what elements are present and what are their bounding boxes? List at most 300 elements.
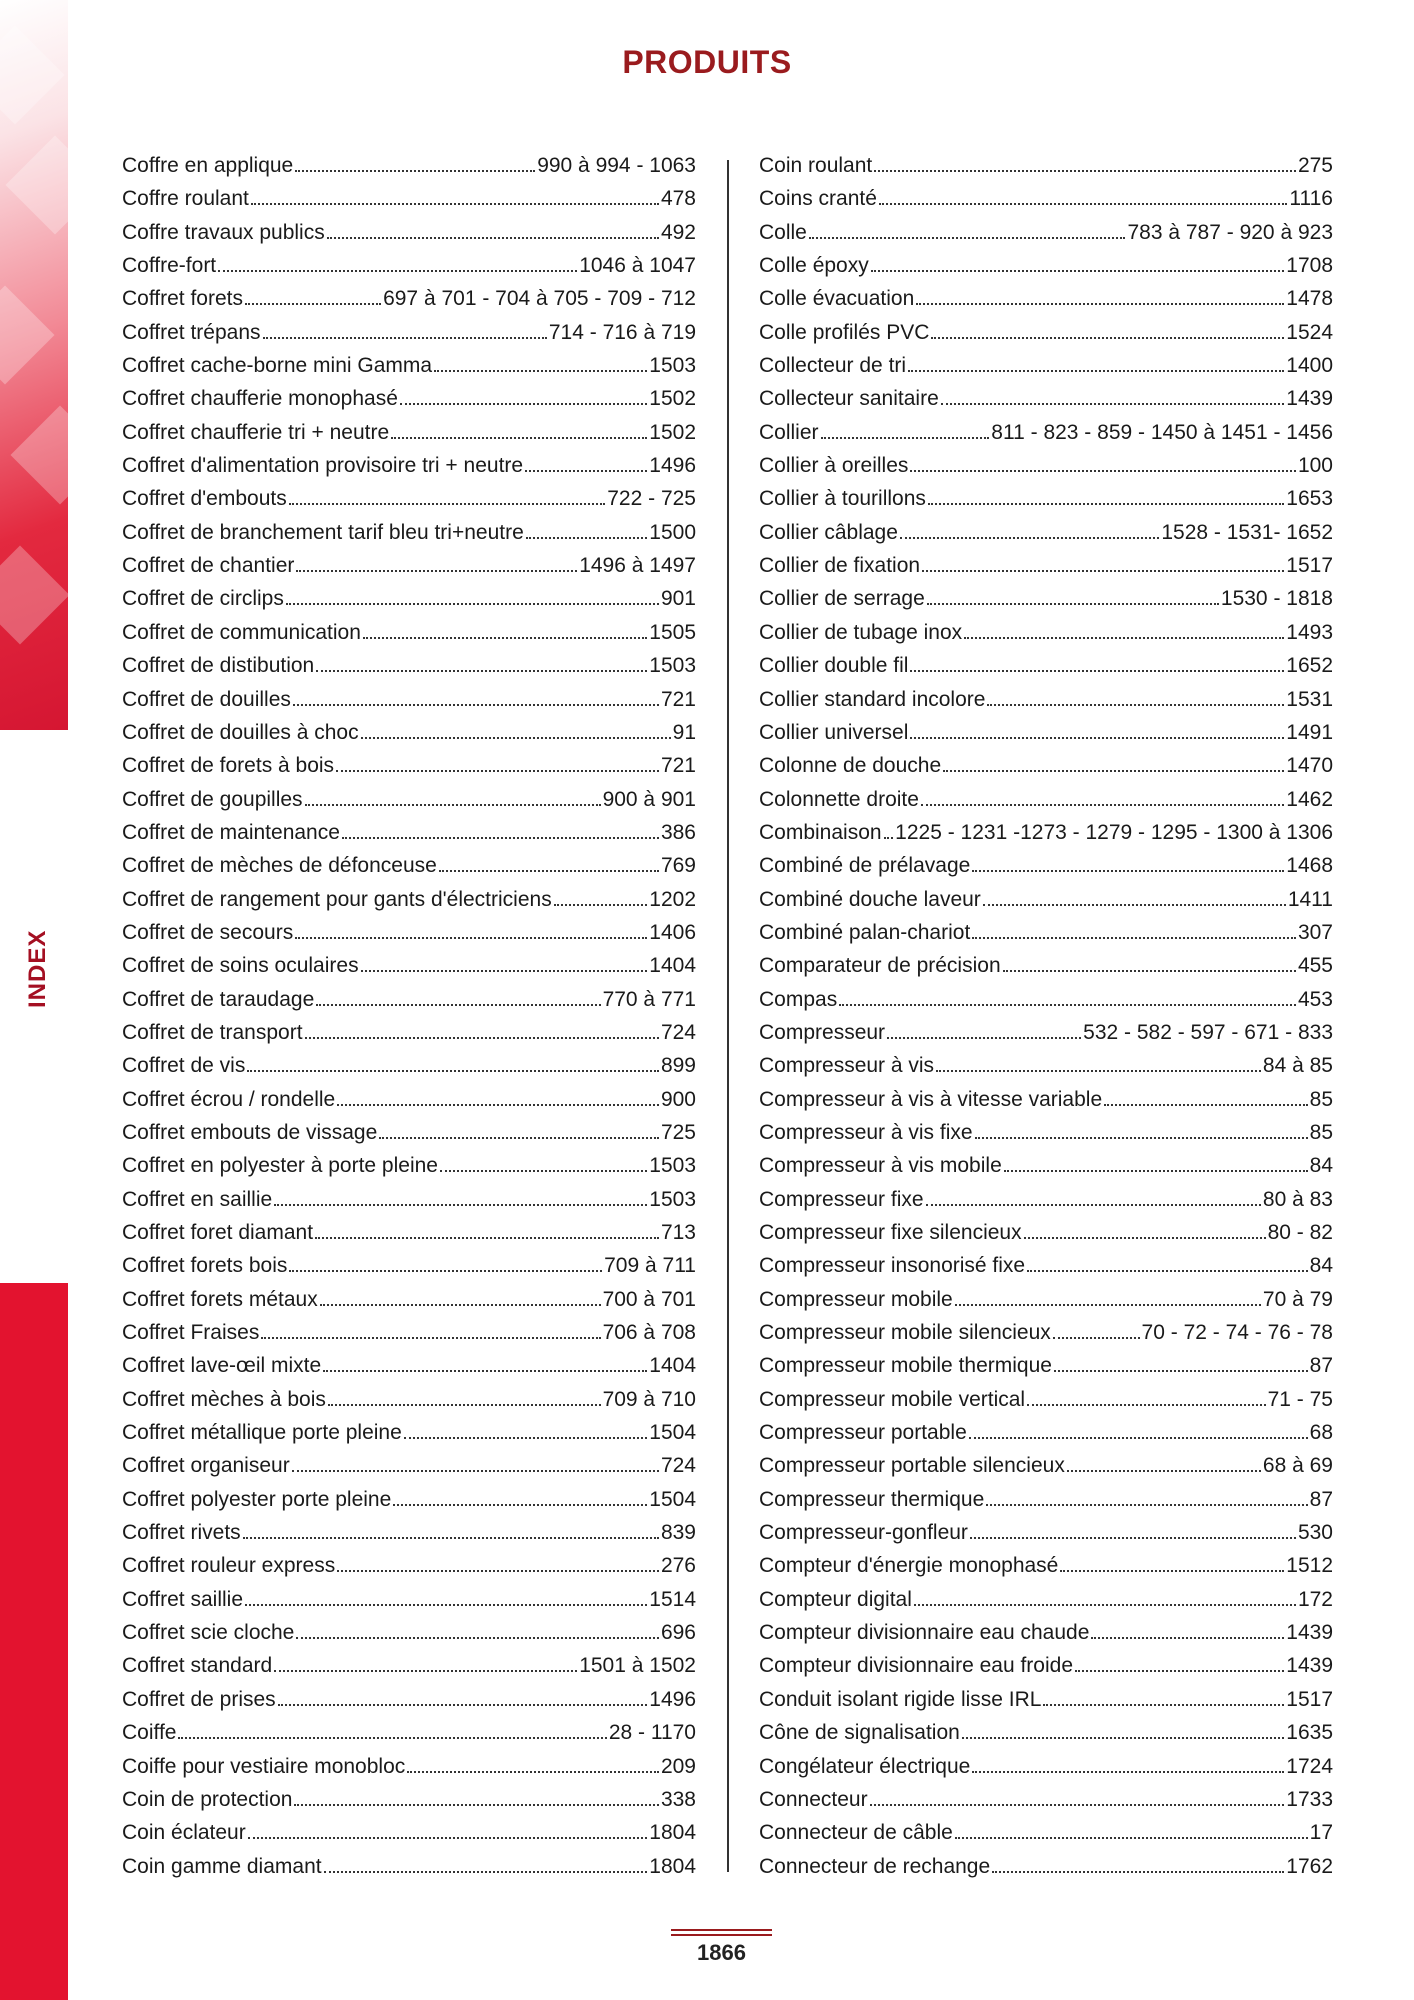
entry-name: Coffret de distibution: [122, 654, 315, 678]
entry-name: Combinaison: [759, 820, 882, 844]
dot-leader: [361, 737, 671, 739]
entry-pages: 1503: [649, 1187, 696, 1211]
entry-name: Connecteur de rechange: [759, 1854, 991, 1878]
dot-leader: [324, 1871, 648, 1873]
entry-pages: 1503: [649, 1154, 696, 1178]
dot-leader: [315, 1237, 659, 1239]
entry-name: Coffret de taraudage: [122, 987, 315, 1011]
index-entry: [759, 216, 1333, 249]
entry-pages: 1439: [1286, 1621, 1333, 1645]
entry-pages: 1724: [1286, 1754, 1333, 1778]
dot-leader: [289, 1270, 602, 1272]
index-entry: [759, 1449, 1333, 1482]
entry-name: Coffret de forets à bois: [122, 754, 335, 778]
dot-leader: [922, 570, 1284, 572]
entry-pages: 1512: [1286, 1554, 1333, 1578]
entry-pages: 1491: [1286, 720, 1333, 744]
dot-leader: [316, 1004, 600, 1006]
entry-name: Coffret organiseur: [122, 1454, 290, 1478]
entry-name: Coffret de transport: [122, 1020, 303, 1044]
dot-leader: [320, 1304, 601, 1306]
entry-pages: 386: [660, 820, 696, 844]
entry-pages: 1478: [1286, 287, 1333, 311]
entry-pages: 68 à 69: [1262, 1454, 1333, 1478]
column-divider: [727, 160, 729, 1872]
entry-name: Coffre travaux publics: [122, 220, 325, 244]
entry-pages: 900 à 901: [602, 787, 696, 811]
entry-name: Coffret de mèches de défonceuse: [122, 854, 437, 878]
dot-leader: [1091, 1637, 1284, 1639]
entry-pages: 209: [660, 1754, 696, 1778]
entry-name: Compresseur à vis mobile: [759, 1154, 1002, 1178]
entry-name: Coffret d'alimentation provisoire tri + neutre: [122, 454, 524, 478]
entry-name: Coin gamme diamant: [122, 1854, 322, 1878]
dot-leader: [908, 370, 1284, 372]
dot-leader: [972, 870, 1284, 872]
entry-name: Collecteur de tri: [759, 354, 907, 378]
dot-leader: [916, 303, 1284, 305]
index-entry: [122, 716, 696, 749]
entry-name: Compresseur portable silencieux: [759, 1454, 1065, 1478]
dot-leader: [305, 804, 601, 806]
entry-pages: 71 - 75: [1267, 1387, 1333, 1411]
entry-pages: 1439: [1286, 1654, 1333, 1678]
dot-leader: [248, 1837, 648, 1839]
entry-pages: 84: [1309, 1254, 1333, 1278]
entry-pages: 1496: [649, 1687, 696, 1711]
entry-name: Coffret rouleur express: [122, 1554, 336, 1578]
entry-pages: 721: [660, 687, 696, 711]
index-entry: [759, 316, 1333, 349]
entry-pages: 492: [660, 220, 696, 244]
dot-leader: [887, 1037, 1081, 1039]
index-entry: [759, 1316, 1333, 1349]
dot-leader: [404, 1437, 648, 1439]
index-entry: [122, 316, 696, 349]
index-entry: [122, 1649, 696, 1682]
index-entry: [122, 1816, 696, 1849]
entry-pages: 85: [1309, 1120, 1333, 1144]
entry-pages: 478: [660, 187, 696, 211]
dot-leader: [293, 704, 659, 706]
entry-name: Coffret de prises: [122, 1687, 276, 1711]
dot-leader: [1004, 1170, 1308, 1172]
entry-name: Collier de fixation: [759, 554, 921, 578]
dot-leader: [983, 904, 1286, 906]
entry-pages: 1733: [1286, 1787, 1333, 1811]
entry-pages: 1404: [649, 1354, 696, 1378]
dot-leader: [970, 1537, 1296, 1539]
entry-pages: 532 - 582 - 597 - 671 - 833: [1083, 1020, 1333, 1044]
entry-name: Cône de signalisation: [759, 1721, 960, 1745]
index-entry: [122, 1683, 696, 1716]
index-entry: [122, 1549, 696, 1582]
dot-leader: [926, 1204, 1261, 1206]
entry-pages: 770 à 771: [602, 987, 696, 1011]
entry-name: Coffret en saillie: [122, 1187, 273, 1211]
dot-leader: [1054, 1370, 1308, 1372]
entry-name: Coffret de vis: [122, 1054, 246, 1078]
dot-leader: [943, 770, 1284, 772]
entry-name: Coffret de branchement tarif bleu tri+neutre: [122, 520, 524, 544]
entry-name: Compresseur: [759, 1020, 886, 1044]
entry-pages: 338: [660, 1787, 696, 1811]
entry-pages: 1400: [1286, 354, 1333, 378]
entry-pages: 1804: [649, 1854, 696, 1878]
entry-name: Compresseur mobile: [759, 1287, 953, 1311]
index-column-right: [759, 149, 1333, 1883]
footer-rule: [671, 1929, 772, 1931]
entry-name: Coffret forets: [122, 287, 243, 311]
dot-leader: [316, 670, 647, 672]
index-entry: [122, 1483, 696, 1516]
entry-name: Combiné palan-chariot: [759, 920, 971, 944]
index-entry: [122, 1716, 696, 1749]
index-entry: [122, 349, 696, 382]
entry-name: Coffret chaufferie monophasé: [122, 387, 398, 411]
dot-leader: [910, 737, 1284, 739]
dot-leader: [261, 1337, 600, 1339]
entry-pages: 1404: [649, 954, 696, 978]
entry-pages: 100: [1297, 454, 1333, 478]
entry-name: Compresseur-gonfleur: [759, 1521, 968, 1545]
entry-pages: 783 à 787 - 920 à 923: [1127, 220, 1333, 244]
index-entry: [122, 849, 696, 882]
dot-leader: [927, 603, 1219, 605]
entry-name: Coffret trépans: [122, 320, 261, 344]
dot-leader: [955, 1837, 1308, 1839]
index-entry: [759, 382, 1333, 415]
entry-pages: 1762: [1286, 1854, 1333, 1878]
entry-pages: 1514: [649, 1587, 696, 1611]
dot-leader: [962, 1737, 1284, 1739]
dot-leader: [955, 1304, 1261, 1306]
entry-pages: 724: [660, 1454, 696, 1478]
dot-leader: [295, 170, 535, 172]
dot-leader: [296, 570, 577, 572]
dot-leader: [1027, 1270, 1308, 1272]
dot-leader: [987, 704, 1284, 706]
index-entry: [759, 1116, 1333, 1149]
entry-name: Coffret Fraises: [122, 1321, 260, 1345]
page-title: PRODUITS: [622, 44, 792, 80]
entry-pages: 697 à 701 - 704 à 705 - 709 - 712: [383, 287, 696, 311]
entry-name: Comparateur de précision: [759, 954, 1001, 978]
index-entry: [122, 783, 696, 816]
entry-pages: 276: [660, 1554, 696, 1578]
entry-name: Coffret polyester porte pleine: [122, 1487, 392, 1511]
entry-pages: 1462: [1286, 787, 1333, 811]
index-entry: [122, 749, 696, 782]
entry-pages: 1653: [1286, 487, 1333, 511]
entry-pages: 696: [660, 1621, 696, 1645]
dot-leader: [361, 970, 648, 972]
dot-leader: [379, 1137, 659, 1139]
entry-name: Coffret de rangement pour gants d'électriciens: [122, 887, 552, 911]
index-entry: [759, 849, 1333, 882]
entry-name: Compresseur à vis à vitesse variable: [759, 1087, 1103, 1111]
entry-pages: 1496 à 1497: [579, 554, 696, 578]
entry-pages: 1470: [1286, 754, 1333, 778]
entry-pages: 530: [1297, 1521, 1333, 1545]
entry-name: Collier à tourillons: [759, 487, 926, 511]
index-entry: [759, 1549, 1333, 1582]
index-entry: [122, 1850, 696, 1883]
dot-leader: [245, 303, 381, 305]
entry-name: Coffret scie cloche: [122, 1621, 295, 1645]
entry-pages: 1411: [1287, 887, 1333, 911]
index-entry: [759, 816, 1333, 849]
dot-leader: [821, 437, 990, 439]
entry-name: Coiffe pour vestiaire monobloc: [122, 1754, 406, 1778]
entry-pages: 1708: [1286, 254, 1333, 278]
index-entry: [122, 883, 696, 916]
dot-leader: [871, 270, 1285, 272]
index-entry: [122, 1583, 696, 1616]
footer-rule: [671, 1934, 772, 1936]
entry-pages: 84: [1309, 1154, 1333, 1178]
index-entry: [122, 683, 696, 716]
entry-pages: 455: [1297, 954, 1333, 978]
entry-pages: 1504: [649, 1421, 696, 1445]
entry-pages: 80 à 83: [1262, 1187, 1333, 1211]
entry-pages: 1517: [1286, 1687, 1333, 1711]
index-entry: [122, 1183, 696, 1216]
entry-name: Compresseur à vis fixe: [759, 1120, 973, 1144]
entry-pages: 1501 à 1502: [579, 1654, 696, 1678]
entry-pages: 1528 - 1531- 1652: [1161, 520, 1333, 544]
entry-name: Coffret chaufferie tri + neutre: [122, 420, 390, 444]
index-entry: [759, 1750, 1333, 1783]
dot-leader: [554, 904, 648, 906]
entry-pages: 1517: [1286, 554, 1333, 578]
entry-name: Collier câblage: [759, 520, 898, 544]
index-entry: [122, 149, 696, 182]
entry-pages: 1530 - 1818: [1220, 587, 1333, 611]
index-entry: [122, 1049, 696, 1082]
index-entry: [759, 949, 1333, 982]
entry-pages: 275: [1297, 154, 1333, 177]
entry-name: Coffre roulant: [122, 187, 249, 211]
dot-leader: [289, 503, 606, 505]
entry-pages: 87: [1309, 1354, 1333, 1378]
dot-leader: [247, 1070, 659, 1072]
entry-name: Combiné de prélavage: [759, 854, 971, 878]
index-entry: [122, 282, 696, 315]
index-entry: [122, 1616, 696, 1649]
dot-leader: [910, 670, 1284, 672]
index-entry: [759, 983, 1333, 1016]
entry-name: Coffret de douilles: [122, 687, 291, 711]
entry-pages: 1524: [1286, 320, 1333, 344]
dot-leader: [941, 403, 1285, 405]
index-entry: [122, 1750, 696, 1783]
dot-leader: [363, 637, 647, 639]
index-entry: [122, 1083, 696, 1116]
entry-pages: 811 - 823 - 859 - 1450 à 1451 - 1456: [991, 420, 1333, 444]
entry-name: Coffret écrou / rondelle: [122, 1087, 336, 1111]
entry-pages: 1439: [1286, 387, 1333, 411]
entry-pages: 1493: [1286, 620, 1333, 644]
dot-leader: [178, 1737, 606, 1739]
dot-leader: [263, 337, 547, 339]
index-entry: [759, 783, 1333, 816]
entry-name: Colle époxy: [759, 254, 869, 278]
dot-leader: [274, 1204, 647, 1206]
dot-leader: [400, 403, 647, 405]
entry-pages: 1500: [649, 520, 696, 544]
index-entry: [122, 1216, 696, 1249]
index-entry: [759, 1649, 1333, 1682]
entry-pages: 709 à 711: [604, 1254, 696, 1278]
index-column-left: [122, 149, 696, 1883]
entry-name: Collier de tubage inox: [759, 620, 963, 644]
entry-name: Coffret de communication: [122, 620, 361, 644]
entry-pages: 722 - 725: [607, 487, 696, 511]
entry-pages: 709 à 710: [602, 1387, 696, 1411]
dot-leader: [305, 1037, 659, 1039]
dot-leader: [870, 1804, 1285, 1806]
entry-pages: 84 à 85: [1262, 1054, 1333, 1078]
entry-pages: 80 - 82: [1267, 1221, 1333, 1244]
dot-leader: [251, 203, 659, 205]
entry-name: Coffret de douilles à choc: [122, 720, 359, 744]
entry-pages: 901: [660, 587, 696, 611]
index-entry: [122, 1783, 696, 1816]
dot-leader: [839, 1004, 1296, 1006]
entry-name: Compresseur à vis: [759, 1054, 935, 1078]
entry-pages: 1046 à 1047: [579, 254, 696, 278]
entry-pages: 714 - 716 à 719: [548, 320, 696, 344]
dot-leader: [884, 837, 894, 839]
index-entry: [122, 516, 696, 549]
entry-name: Coffret de secours: [122, 920, 294, 944]
entry-pages: 1116: [1289, 187, 1333, 211]
entry-name: Collier: [759, 420, 819, 444]
entry-name: Collier universel: [759, 720, 909, 744]
entry-pages: 1502: [649, 420, 696, 444]
index-entry: [759, 482, 1333, 515]
entry-pages: 68: [1309, 1421, 1333, 1445]
entry-name: Compresseur mobile silencieux: [759, 1321, 1051, 1345]
dot-leader: [286, 603, 659, 605]
entry-name: Compresseur insonorisé fixe: [759, 1254, 1026, 1278]
index-entry: [122, 549, 696, 582]
index-entry: [759, 1783, 1333, 1816]
index-entry: [759, 1016, 1333, 1049]
index-entry: [122, 1516, 696, 1549]
entry-pages: 87: [1309, 1487, 1333, 1511]
dot-leader: [900, 537, 1159, 539]
dot-leader: [879, 203, 1288, 205]
index-entry: [759, 549, 1333, 582]
entry-pages: 85: [1309, 1087, 1333, 1111]
page-number: 1866: [697, 1940, 746, 1965]
dot-leader: [992, 1871, 1284, 1873]
dot-leader: [936, 1070, 1261, 1072]
decorative-gradient-band: [0, 0, 68, 730]
entry-name: Congélateur électrique: [759, 1754, 971, 1778]
entry-pages: 706 à 708: [602, 1321, 696, 1345]
entry-name: Coin éclateur: [122, 1821, 246, 1845]
dot-leader: [928, 503, 1284, 505]
entry-name: Coffret saillie: [122, 1587, 243, 1611]
entry-name: Coffre-fort: [122, 254, 217, 278]
entry-name: Coffret foret diamant: [122, 1221, 314, 1244]
entry-pages: 900: [660, 1087, 696, 1111]
dot-leader: [328, 1404, 601, 1406]
entry-name: Coffret standard: [122, 1654, 273, 1678]
dot-leader: [1027, 1404, 1266, 1406]
dot-leader: [975, 1137, 1308, 1139]
dot-leader: [969, 1437, 1308, 1439]
entry-name: Compresseur mobile thermique: [759, 1354, 1052, 1378]
entry-name: Coffret de chantier: [122, 554, 295, 578]
dot-leader: [910, 470, 1296, 472]
index-entry: [759, 1683, 1333, 1716]
dot-leader: [931, 337, 1284, 339]
entry-name: Collecteur sanitaire: [759, 387, 939, 411]
index-entry: [122, 649, 696, 682]
entry-pages: 1503: [649, 354, 696, 378]
index-entry: [759, 616, 1333, 649]
index-entry: [122, 216, 696, 249]
index-entry: [759, 1383, 1333, 1416]
index-entry: [759, 416, 1333, 449]
dot-leader: [1003, 970, 1296, 972]
index-entry: [122, 1383, 696, 1416]
entry-name: Compteur divisionnaire eau froide: [759, 1654, 1074, 1678]
index-entry: [759, 716, 1333, 749]
entry-pages: 70 - 72 - 74 - 76 - 78: [1141, 1321, 1333, 1345]
dot-leader: [323, 1370, 647, 1372]
entry-name: Colle profilés PVC: [759, 320, 930, 344]
entry-name: Combiné douche laveur: [759, 887, 981, 911]
index-entry: [122, 1416, 696, 1449]
dot-leader: [1075, 1670, 1284, 1672]
entry-pages: 17: [1309, 1821, 1333, 1845]
entry-pages: 1635: [1286, 1721, 1333, 1745]
dot-leader: [1060, 1570, 1284, 1572]
decorative-red-band: [0, 1283, 68, 2000]
entry-pages: 1503: [649, 654, 696, 678]
entry-pages: 307: [1297, 920, 1333, 944]
dot-leader: [296, 1637, 659, 1639]
dot-leader: [393, 1504, 647, 1506]
index-entry: [122, 1149, 696, 1182]
dot-leader: [1104, 1104, 1308, 1106]
entry-pages: 91: [672, 720, 696, 744]
entry-pages: 1652: [1286, 654, 1333, 678]
entry-name: Coffret embouts de vissage: [122, 1120, 378, 1144]
dot-leader: [245, 1604, 647, 1606]
entry-name: Coffret d'embouts: [122, 487, 287, 511]
entry-name: Coffret de circlips: [122, 587, 284, 611]
index-entry: [122, 1016, 696, 1049]
index-entry: [759, 683, 1333, 716]
entry-name: Coin de protection: [122, 1787, 293, 1811]
entry-name: Collier à oreilles: [759, 454, 909, 478]
entry-name: Coin roulant: [759, 154, 873, 177]
index-entry: [122, 449, 696, 482]
dot-leader: [336, 770, 659, 772]
index-entry: [759, 1283, 1333, 1316]
entry-name: Coins cranté: [759, 187, 877, 211]
entry-name: Connecteur: [759, 1787, 868, 1811]
entry-pages: 1502: [649, 387, 696, 411]
index-entry: [759, 749, 1333, 782]
entry-name: Compresseur fixe silencieux: [759, 1221, 1022, 1244]
